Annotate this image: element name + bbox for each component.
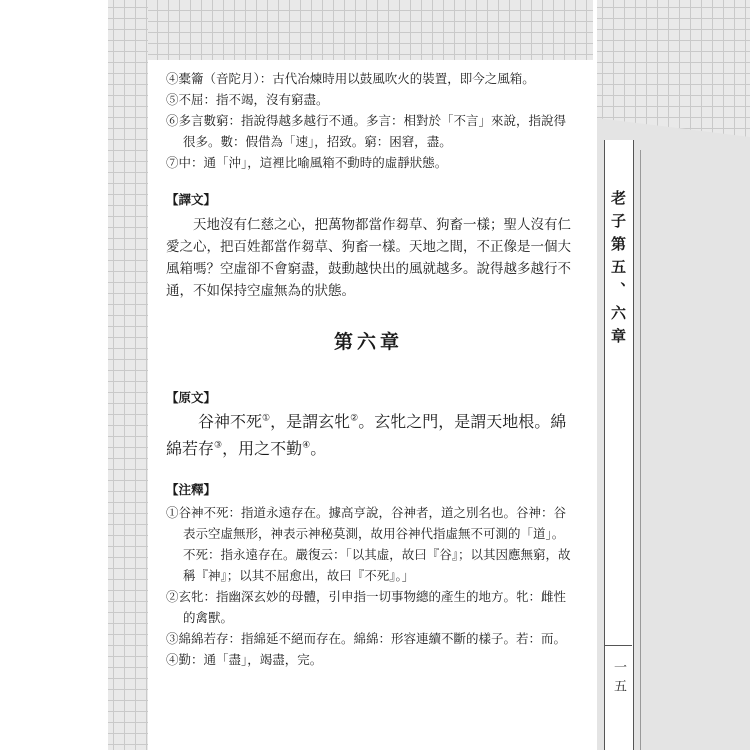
notes-top [166,68,571,173]
footnote-marker: ④ [302,440,311,451]
footnote-marker: ① [262,413,271,424]
original-segment: 。玄牝之門，是謂天地根。綿綿若存 [166,412,567,458]
note-item: ⑤不屈：指不竭，沒有窮盡。 [166,92,329,107]
decorative-border-left [108,0,148,750]
footnote-marker: ② [350,413,359,424]
translation-section [166,190,571,302]
original-segment: 。 [310,439,327,458]
note-item: ⑥多言數窮：指說得越多越行不通。多言：相對於「不言」來說，指說得很多。數：假借為「速」，招致。窮：困窘，盡。 [166,113,567,149]
translation-text: 天地沒有仁慈之心，把萬物都當作芻草、狗畜一樣；聖人沒有仁愛之心，把百姓都當作芻草、狗畜一樣。天地之間，不正像是一個大風箱嗎？空虛卻不會窮盡，鼓動越快出的風就越多。說得越多越行不通，不如保持空虛無為的狀態。 [166,217,571,299]
original-segment: 谷神不死 [198,412,263,431]
chapter-title: 第六章 [333,331,403,353]
annotations-section [166,480,571,670]
footnote-marker: ③ [214,440,223,451]
original-segment: ，用之不勤 [222,439,303,458]
note-item: ④橐籥（音陀月）：古代冶煉時用以鼓風吹火的裝置，即今之風箱。 [166,71,535,86]
side-tab-divider [604,645,632,646]
original-text [166,408,571,462]
original-section [166,388,571,462]
page-number: 一五 [611,660,626,698]
original-label: 【原文】 [166,390,217,405]
annotation-item: ④勤：通「盡」，竭盡，完。 [166,652,323,667]
translation-label: 【譯文】 [166,192,217,207]
note-item: ⑦中：通「沖」，這裡比喻風箱不動時的虛靜狀態。 [166,155,448,170]
side-tab-rule [640,150,641,750]
decorative-border-top [108,0,593,60]
original-segment: ，是謂玄牝 [270,412,351,431]
annotation-item: ②玄牝：指幽深玄妙的母體，引申指一切事物總的產生的地方。牝：雌性的禽獸。 [166,589,567,625]
running-title: 老子第五、六章 [609,190,627,351]
annotations-label: 【注釋】 [166,482,217,497]
annotation-item: ③綿綿若存：指綿延不絕而存在。綿綿：形容連續不斷的樣子。若：而。 [166,631,567,646]
annotation-item: ①谷神不死：指道永遠存在。據高亨說，谷神者，道之別名也。谷神：谷表示空虛無形，神表示神秘莫測，故用谷神代指虛無不可測的「道」。不死：指永遠存在。嚴復云：「以其虛，故曰『谷』；以其因應無窮，故稱『神』；以其不屈愈出，故曰『不死』。」 [166,505,571,583]
